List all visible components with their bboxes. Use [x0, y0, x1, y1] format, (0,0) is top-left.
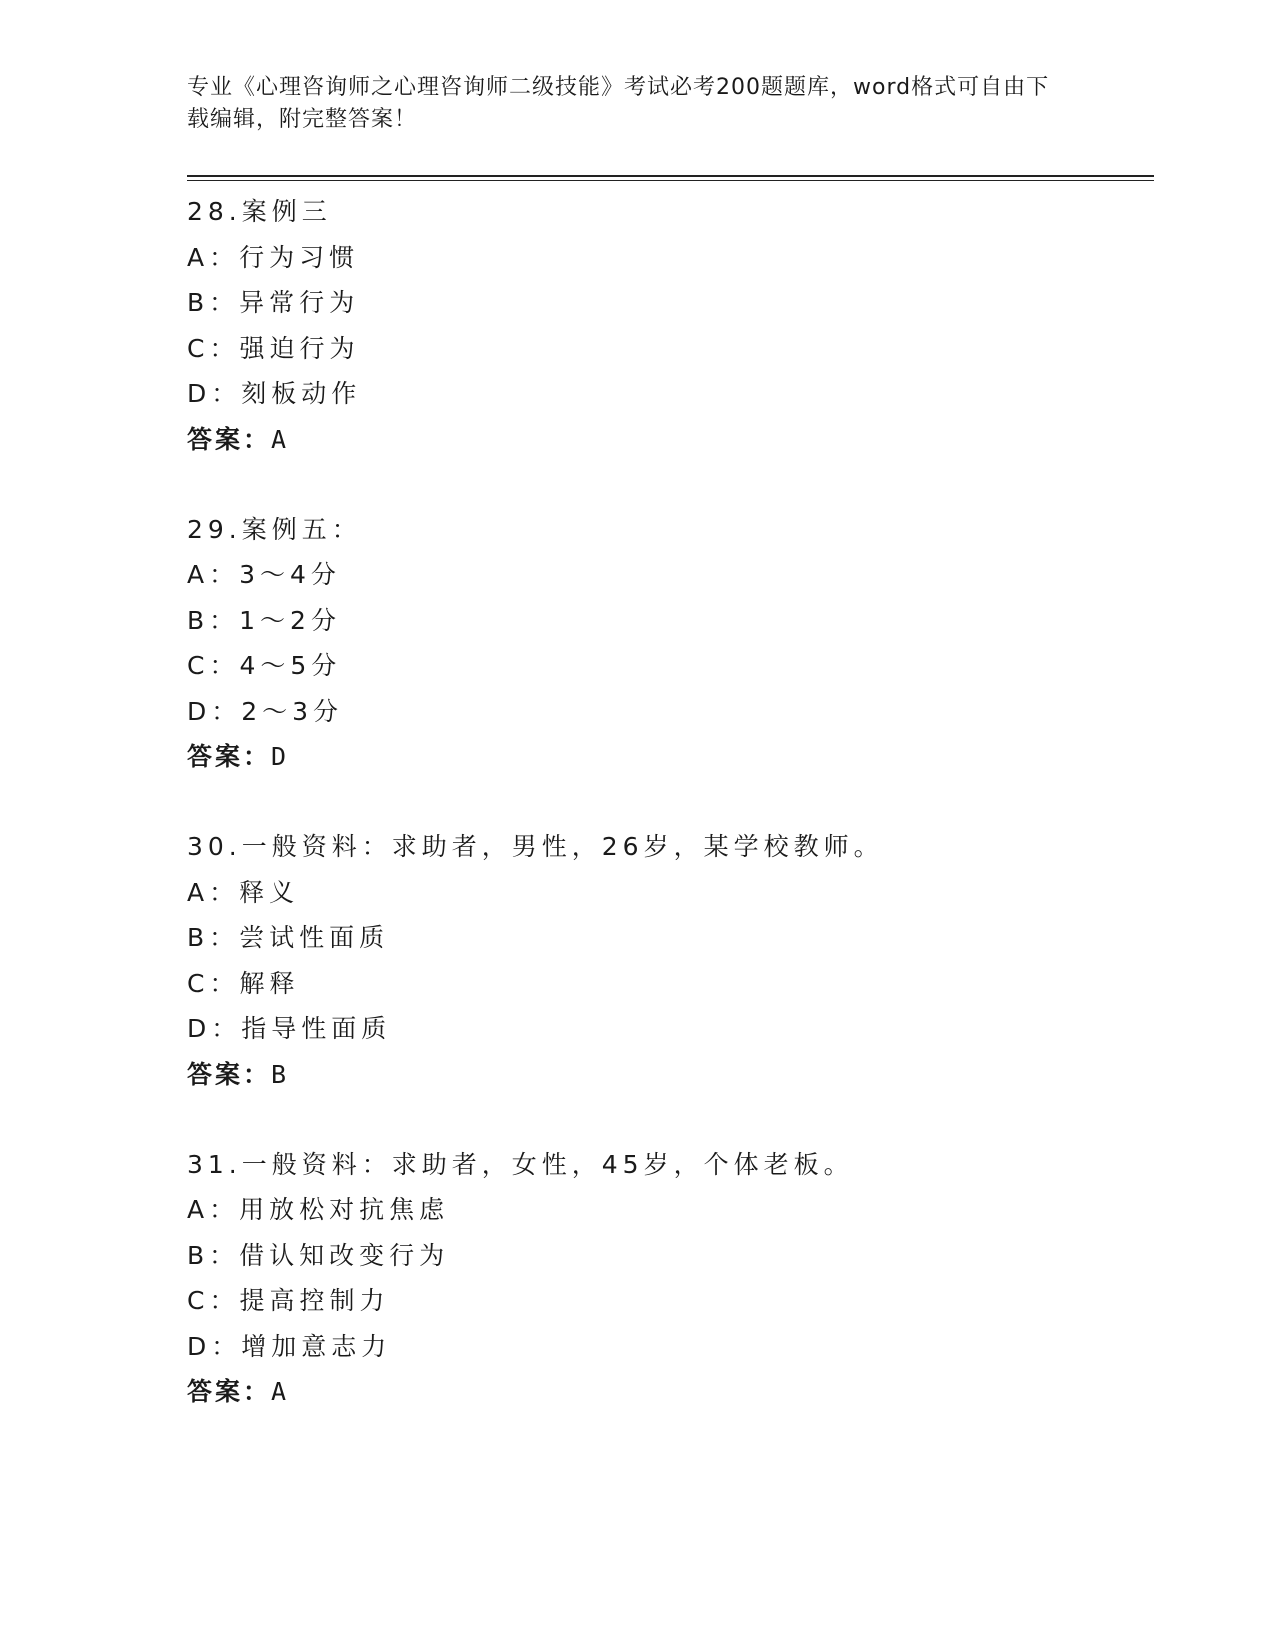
option-b: B：异常行为 [187, 288, 360, 317]
question-item [187, 189, 1147, 463]
option-c: C：4～5分 [187, 651, 342, 680]
question-title: 31.一般资料：求助者，女性，45岁，个体老板。 [187, 1149, 854, 1179]
option-a: A：3～4分 [187, 560, 341, 589]
question-title: 28.案例三 [187, 197, 332, 226]
answer-label: 答案： [187, 1059, 272, 1089]
question-item [187, 824, 1147, 1098]
document-header: 专业《心理咨询师之心理咨询师二级技能》考试必考200题题库，word格式可自由下载编辑，附完整答案！ [187, 75, 1050, 132]
header-divider [187, 175, 1154, 181]
option-a: A：用放松对抗焦虑 [187, 1195, 450, 1224]
option-c: C：解释 [187, 968, 300, 998]
option-b: B：借认知改变行为 [187, 1240, 450, 1270]
answer-value: B [271, 1059, 290, 1089]
question-item [187, 1142, 1147, 1416]
answer-line [187, 417, 1147, 463]
option-d: D：2～3分 [187, 696, 344, 726]
question-title: 29.案例五： [187, 514, 362, 544]
answer-label: 答案： [187, 424, 272, 454]
option-d: D：增加意志力 [187, 1331, 392, 1361]
option-b: B：1～2分 [187, 605, 341, 635]
answer-line [187, 734, 1147, 780]
answer-value: A [271, 1377, 290, 1406]
answer-value: D [271, 742, 290, 771]
option-b: B：尝试性面质 [187, 923, 390, 952]
answer-value: A [271, 424, 290, 454]
option-d: D：刻板动作 [187, 379, 362, 408]
question-list [187, 189, 1147, 1459]
answer-label: 答案： [187, 742, 272, 771]
answer-line [187, 1369, 1147, 1415]
option-a: A：行为习惯 [187, 242, 360, 272]
option-c: C：提高控制力 [187, 1286, 390, 1315]
option-a: A：释义 [187, 877, 300, 907]
question-title: 30.一般资料：求助者，男性，26岁，某学校教师。 [187, 832, 884, 861]
answer-line [187, 1052, 1147, 1098]
option-c: C：强迫行为 [187, 333, 360, 363]
option-d: D：指导性面质 [187, 1014, 392, 1043]
question-item [187, 507, 1147, 781]
answer-label: 答案： [187, 1377, 272, 1406]
